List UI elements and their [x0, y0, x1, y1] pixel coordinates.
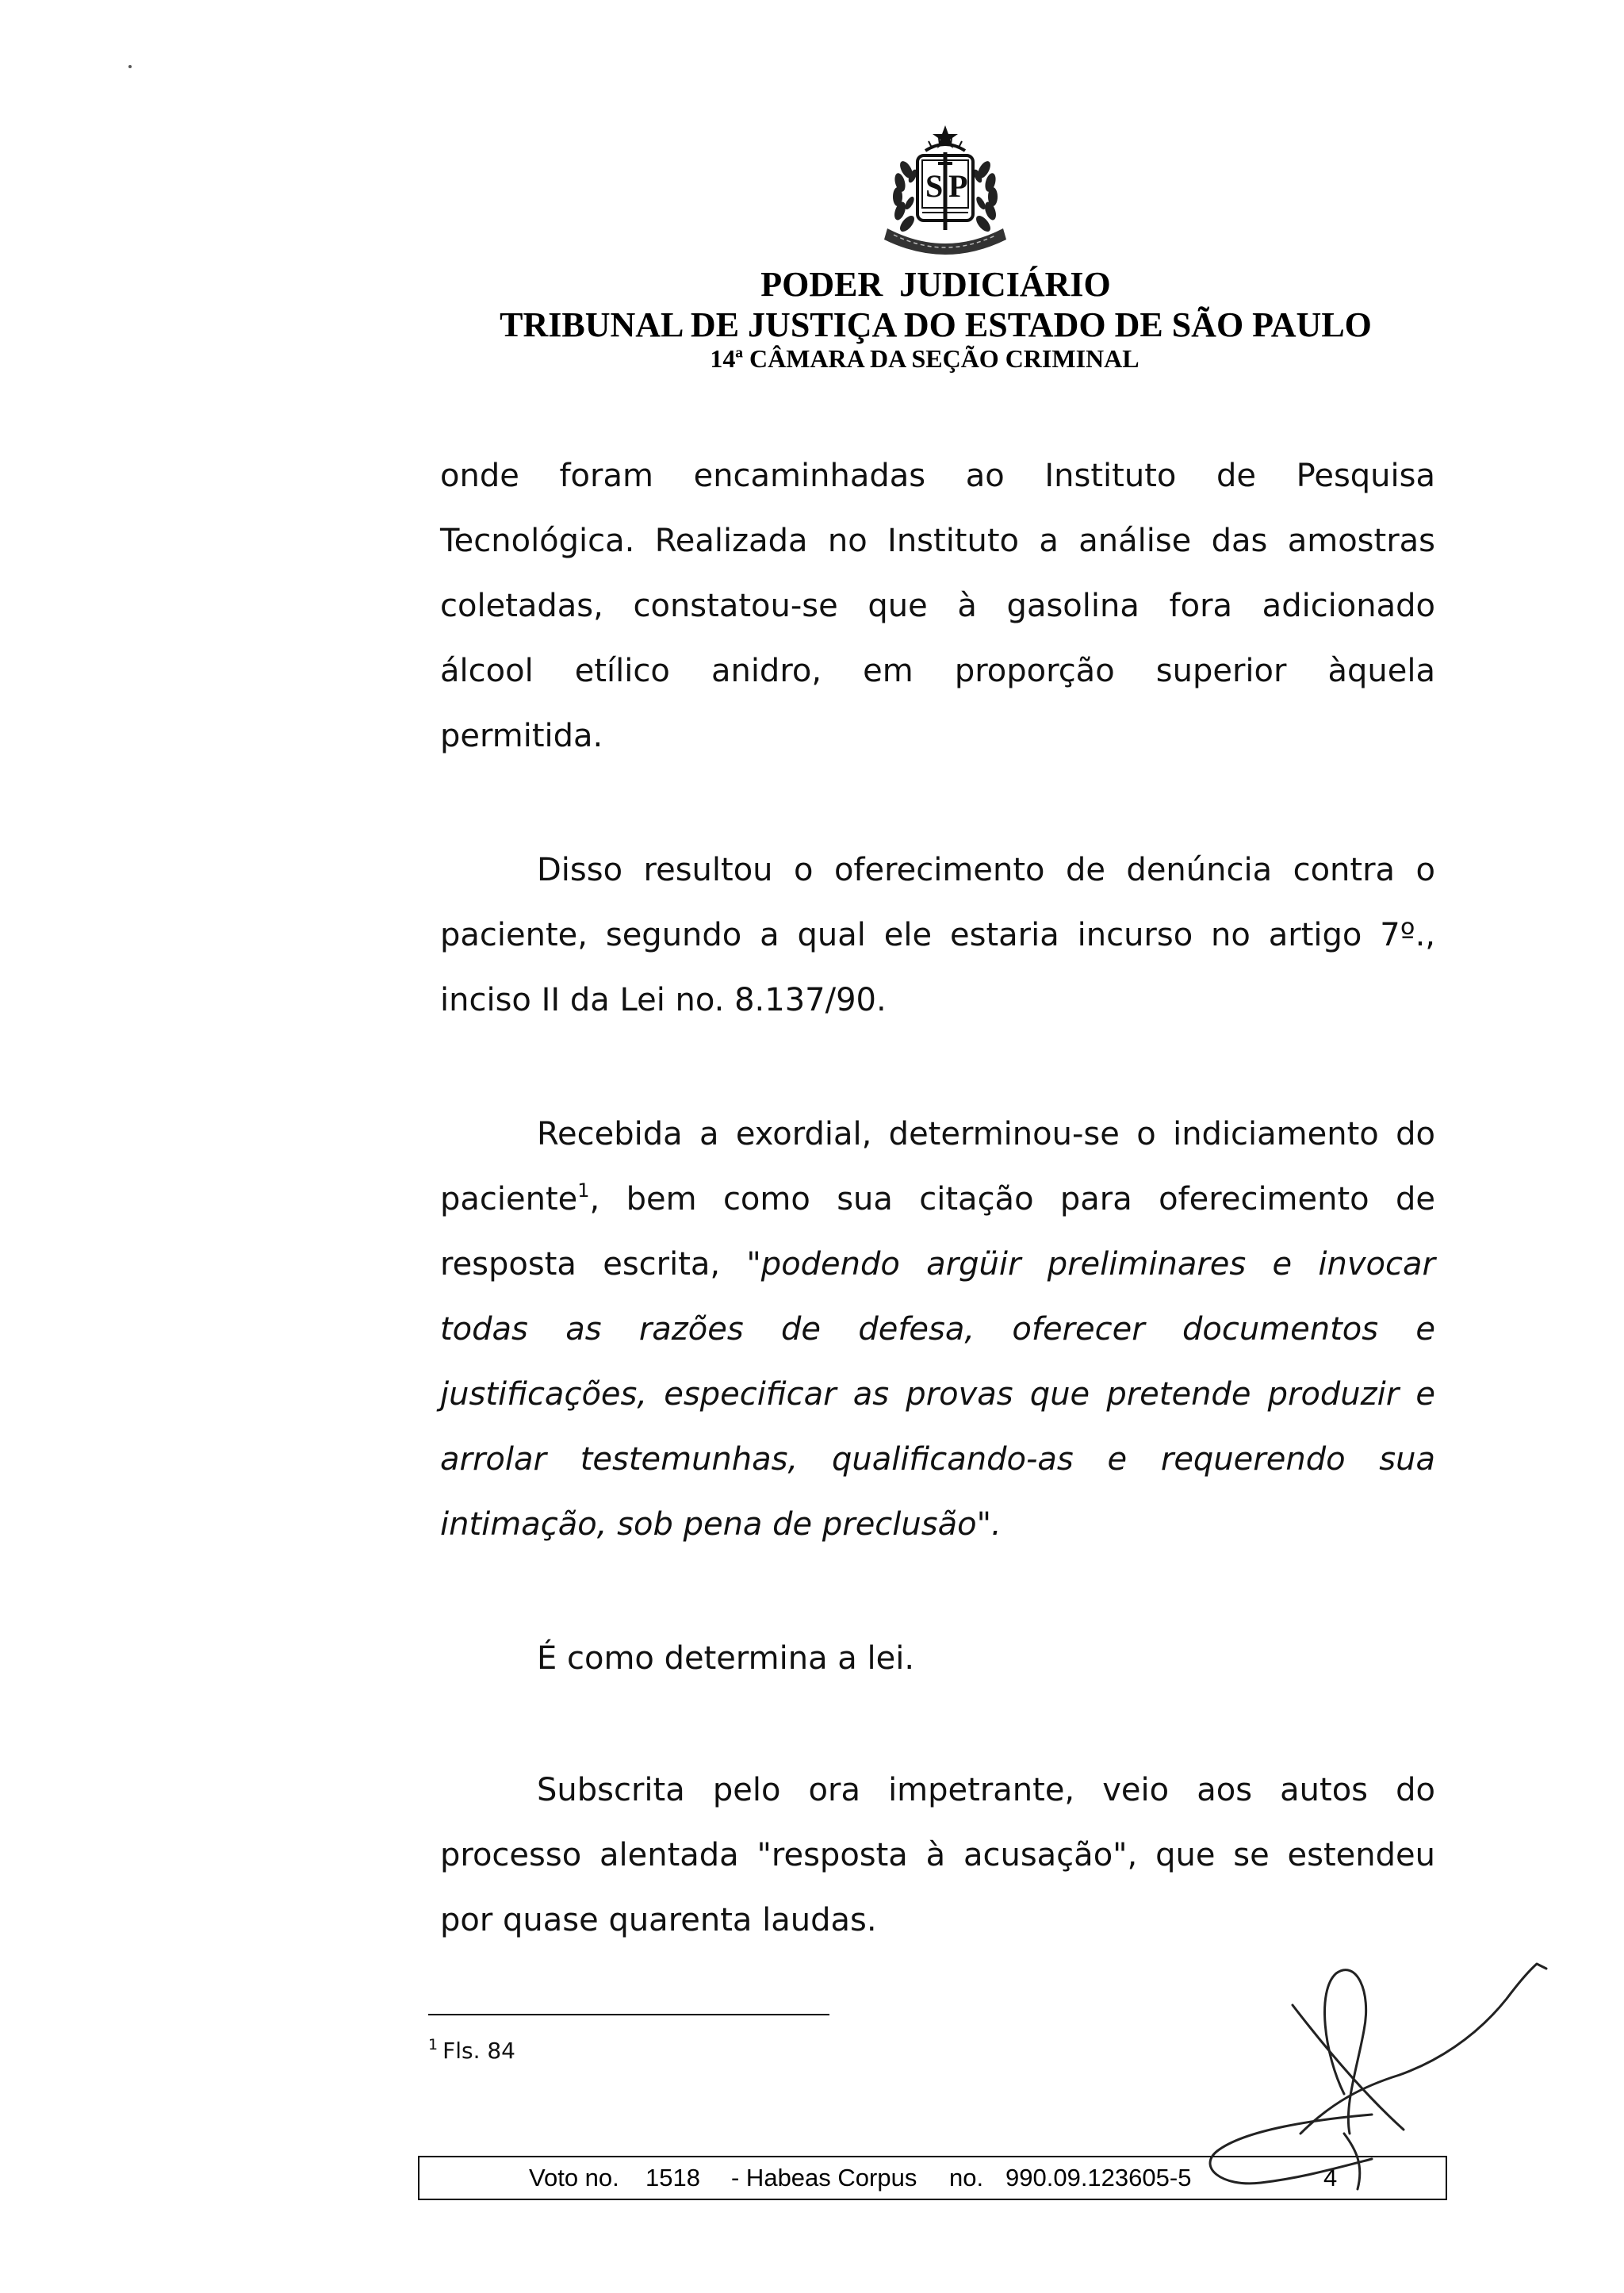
text-line: por quase quarenta laudas.	[440, 1902, 877, 1938]
scan-speck	[128, 65, 132, 68]
quoted-text-line: arrolar testemunhas, qualificando-as e requerendo sua	[440, 1441, 1435, 1478]
header-chamber: 14ª CÂMARA DA SEÇÃO CRIMINAL	[710, 344, 1139, 373]
text-line: paciente, segundo a qual ele estaria incurso no artigo 7º.,	[440, 917, 1435, 953]
footnote-marker: 1	[428, 2036, 439, 2053]
footnote-reference: 1	[577, 1179, 590, 1202]
quoted-text-line: todas as razões de defesa, oferecer documentos e	[440, 1311, 1435, 1348]
text-line: processo alentada "resposta à acusação", que se estendeu	[440, 1837, 1435, 1873]
footnote-text: Fls. 84	[442, 2038, 515, 2064]
text-segment: paciente	[440, 1181, 578, 1217]
paragraph-4	[440, 1626, 1435, 1691]
seal-letter-p: P	[948, 168, 968, 204]
text-segment: resposta escrita,	[440, 1246, 747, 1283]
case-number: 990.09.123605-5	[1005, 2164, 1192, 2191]
text-line: Tecnológica. Realizada no Instituto a análise das amostras	[440, 523, 1435, 559]
footnote-separator	[428, 2014, 829, 2015]
text-line: álcool etílico anidro, em proporção superior àquela	[440, 653, 1435, 689]
header-court-name: TRIBUNAL DE JUSTIÇA DO ESTADO DE SÃO PAULO	[500, 305, 1372, 344]
quoted-text-segment: "podendo argüir preliminares e invocar	[746, 1246, 1435, 1283]
header-court-branch: PODER JUDICIÁRIO	[760, 265, 1111, 304]
quoted-text-line: intimação, sob pena de preclusão".	[440, 1506, 1002, 1543]
text-line: É como determina a lei.	[537, 1640, 915, 1677]
page-number: 4	[1323, 2164, 1338, 2191]
seal-letter-s: S	[925, 168, 944, 204]
paragraph-1	[440, 443, 1435, 769]
paragraph-5	[440, 1758, 1435, 1953]
text-line: Subscrita pelo ora impetrante, veio aos autos do	[537, 1772, 1435, 1808]
case-type: - Habeas Corpus	[731, 2164, 917, 2191]
vote-label: Voto no.	[529, 2164, 619, 2191]
text-line: coletadas, constatou-se que à gasolina fora adicionado	[440, 588, 1435, 624]
text-line: Disso resultou o oferecimento de denúncia contra o	[537, 852, 1435, 888]
footer-box	[418, 2156, 1447, 2200]
text-line: Recebida a exordial, determinou-se o indiciamento do	[537, 1116, 1435, 1152]
paragraph-2	[440, 838, 1435, 1033]
case-number-label: no.	[949, 2164, 984, 2191]
text-line	[440, 1232, 1435, 1297]
sao-paulo-seal-icon	[870, 124, 1021, 260]
text-line: permitida.	[440, 718, 603, 754]
footnote	[428, 2035, 515, 2067]
text-segment: , bem como sua citação para oferecimento de	[589, 1181, 1435, 1217]
text-line: inciso II da Lei no. 8.137/90.	[440, 982, 887, 1018]
paragraph-3	[440, 1102, 1435, 1557]
quoted-text-line: justificações, especificar as provas que pretende produzir e	[440, 1376, 1435, 1413]
text-line: onde foram encaminhadas ao Instituto de Pesquisa	[440, 458, 1435, 494]
vote-number: 1518	[645, 2164, 700, 2191]
text-line	[440, 1167, 1435, 1232]
